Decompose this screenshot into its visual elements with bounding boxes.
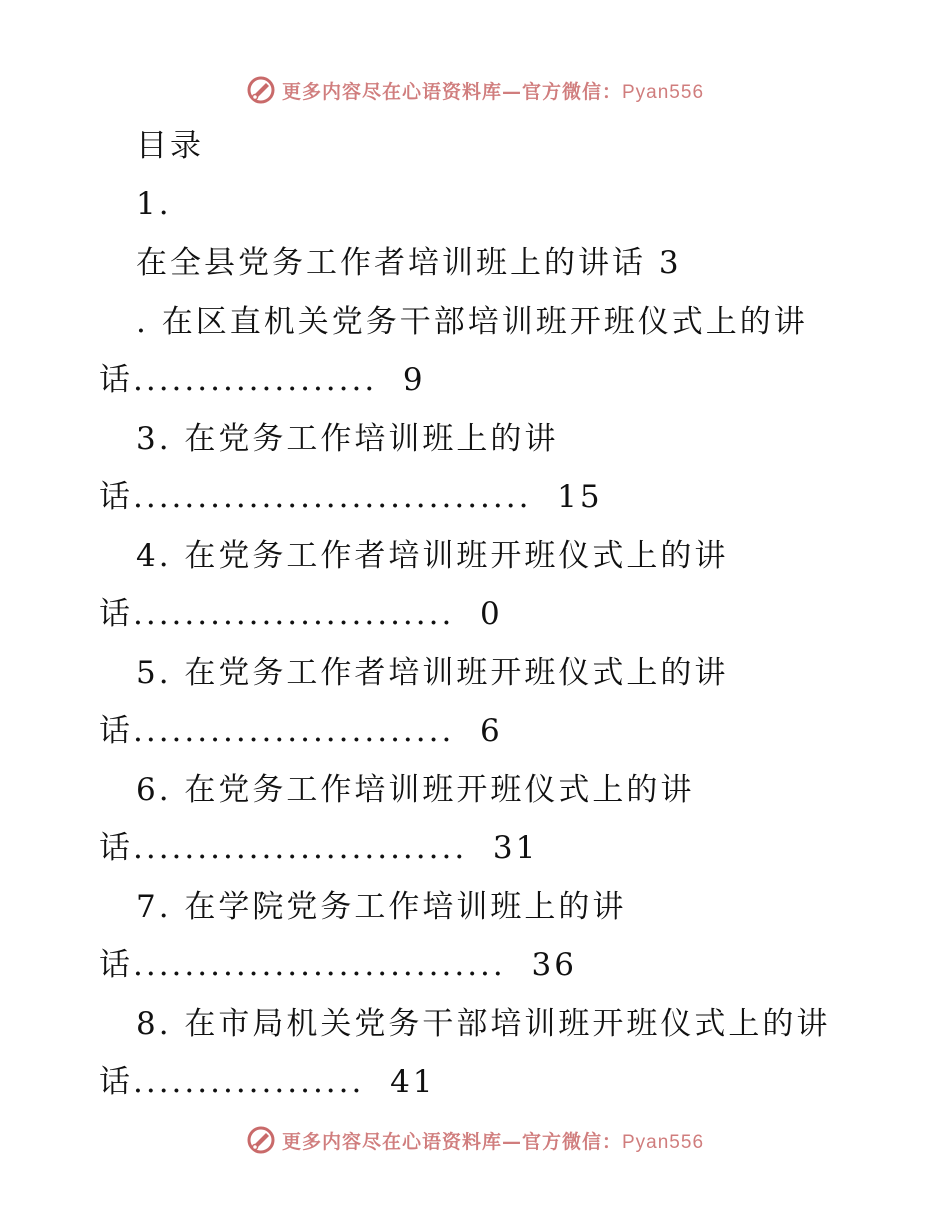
toc-line: 话......................... 0 — [99, 596, 503, 632]
toc-heading: 目录 — [136, 128, 204, 164]
toc-line: 1. — [136, 186, 172, 222]
toc-line: 话................... 9 — [99, 362, 426, 398]
toc-line: 3. 在党务工作培训班上的讲 — [136, 421, 559, 457]
toc-line: 7. 在学院党务工作培训班上的讲 — [136, 889, 627, 925]
brush-logo-icon — [246, 75, 276, 105]
toc-line: 话......................... 6 — [99, 713, 503, 749]
toc-line: 话.................. 41 — [99, 1064, 436, 1100]
toc-line: 话............................. 36 — [99, 947, 577, 983]
watermark-text: 更多内容尽在心语资料库—官方微信：Pyan556 — [281, 80, 705, 103]
watermark-footer — [0, 1122, 950, 1158]
toc-line: 4. 在党务工作者培训班开班仪式上的讲 — [136, 538, 729, 574]
toc-line: 话............................... 15 — [99, 479, 603, 515]
toc-line: 在全县党务工作者培训班上的讲话 3 — [136, 245, 682, 281]
brush-logo-icon — [246, 1125, 276, 1155]
toc-line: 6. 在党务工作培训班开班仪式上的讲 — [136, 772, 695, 808]
watermark-header — [0, 72, 950, 108]
toc-line: . 在区直机关党务干部培训班开班仪式上的讲 — [136, 304, 808, 340]
toc-line: 话.......................... 31 — [99, 830, 539, 866]
toc-line: 5. 在党务工作者培训班开班仪式上的讲 — [136, 655, 729, 691]
toc-line: 8. 在市局机关党务干部培训班开班仪式上的讲 — [136, 1006, 831, 1042]
watermark-text: 更多内容尽在心语资料库—官方微信：Pyan556 — [281, 1130, 705, 1153]
